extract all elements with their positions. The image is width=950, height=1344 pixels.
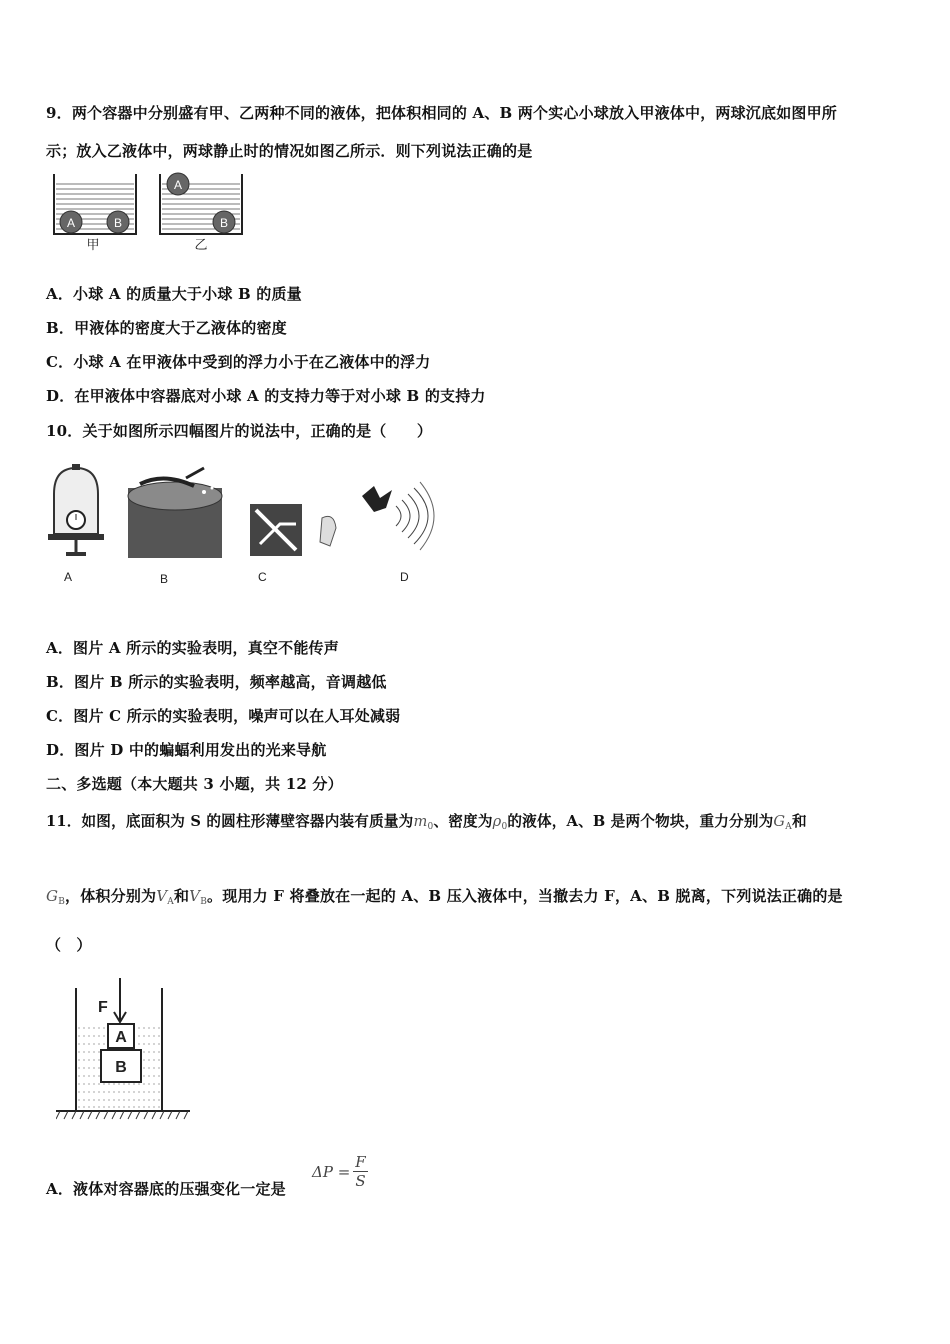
q9-stem-line2: 示；放入乙液体中，两球静止时的情况如图乙所示．则下列说法正确的是 bbox=[46, 142, 533, 160]
formula-lhs: ΔP = bbox=[312, 1162, 351, 1181]
q10-figure bbox=[44, 462, 448, 590]
q9-option-c: C．小球 A 在甲液体中受到的浮力小于在乙液体中的浮力 bbox=[46, 353, 431, 371]
va-symbol bbox=[156, 887, 174, 905]
q9-stem-line1: 9．两个容器中分别盛有甲、乙两种不同的液体，把体积相同的 A、B 两个实心小球放入甲液体中，两球沉底如图甲所 bbox=[46, 104, 838, 122]
q11-text-4: 和 bbox=[791, 813, 807, 830]
q11-text-5: ，体积分别为 bbox=[65, 887, 157, 905]
q10-option-d: D．图片 D 中的蝙蝠利用发出的光来导航 bbox=[46, 741, 327, 759]
gb-symbol bbox=[46, 887, 65, 905]
q11-text-7: 。现用力 F 将叠放在一起的 A、B 压入液体中，当撤去力 F，A、B 脱离，下列说法正确的是 bbox=[207, 887, 843, 905]
m0-symbol bbox=[413, 813, 433, 830]
formula-denominator: S bbox=[355, 1172, 366, 1190]
ball-a-label: A bbox=[173, 178, 183, 192]
force-label: F bbox=[98, 999, 108, 1016]
photo-c-label: C bbox=[258, 570, 267, 584]
q11-text-2: 、密度为 bbox=[433, 813, 493, 830]
ga-letter: G bbox=[773, 813, 786, 830]
ball-b-label: B bbox=[219, 216, 229, 230]
va-subscript: A bbox=[167, 897, 174, 907]
photo-d-bat bbox=[362, 482, 434, 584]
q9-option-d: D．在甲液体中容器底对小球 A 的支持力等于对小球 B 的支持力 bbox=[46, 387, 486, 405]
q9-figure bbox=[48, 170, 248, 252]
label-jia: 甲 bbox=[86, 237, 100, 252]
q10-option-a: A．图片 A 所示的实验表明，真空不能传声 bbox=[46, 639, 339, 657]
photo-b-label: B bbox=[160, 572, 169, 586]
container-jia bbox=[54, 174, 136, 252]
q10-stem: 10．关于如图所示四幅图片的说法中，正确的是（ ） bbox=[46, 422, 433, 440]
q9-option-b: B．甲液体的密度大于乙液体的密度 bbox=[46, 319, 287, 337]
formula-fraction bbox=[353, 1153, 367, 1190]
q11-text-1: 11．如图，底面积为 S 的圆柱形薄壁容器内装有质量为 bbox=[46, 813, 414, 830]
block-b-label: B bbox=[115, 1059, 127, 1076]
m0-letter: m bbox=[413, 813, 428, 830]
photo-b-drum bbox=[128, 468, 222, 586]
q10-option-c: C．图片 C 所示的实验表明，噪声可以在人耳处减弱 bbox=[46, 707, 401, 725]
q11-text-3: 的液体，A、B 是两个物块，重力分别为 bbox=[507, 813, 774, 830]
ga-symbol bbox=[773, 813, 792, 830]
q11-stem-line1 bbox=[46, 810, 807, 832]
container-yi bbox=[160, 173, 242, 252]
m0-subscript: 0 bbox=[427, 822, 434, 832]
q11-text-6: 和 bbox=[173, 887, 190, 905]
pressure-formula bbox=[312, 1153, 368, 1190]
q11-option-a-text: A．液体对容器底的压强变化一定是 bbox=[46, 1180, 286, 1198]
q11-figure bbox=[56, 964, 196, 1124]
label-yi: 乙 bbox=[194, 237, 208, 252]
q11-option-a bbox=[46, 1178, 286, 1199]
rho0-symbol bbox=[493, 813, 508, 830]
photo-d-label: D bbox=[400, 570, 409, 584]
photo-a-label: A bbox=[64, 570, 73, 584]
rho0-letter: ρ bbox=[492, 813, 502, 830]
ball-a-label: A bbox=[66, 216, 76, 230]
photo-a-bell-jar bbox=[48, 464, 104, 584]
rho0-subscript: 0 bbox=[501, 822, 508, 832]
vb-symbol bbox=[189, 887, 207, 905]
ball-b-label: B bbox=[113, 216, 123, 230]
formula-numerator: F bbox=[355, 1153, 366, 1171]
ga-subscript: A bbox=[785, 822, 792, 832]
q11-stem-line2 bbox=[46, 885, 843, 907]
q10-option-b: B．图片 B 所示的实验表明，频率越高，音调越低 bbox=[46, 673, 387, 691]
va-letter: V bbox=[156, 887, 168, 905]
section-2-heading: 二、多选题（本大题共 3 小题，共 12 分） bbox=[46, 775, 343, 793]
gb-subscript: B bbox=[58, 897, 66, 907]
vb-letter: V bbox=[189, 887, 201, 905]
vb-subscript: B bbox=[200, 897, 208, 907]
photo-c-noise-sign bbox=[250, 504, 336, 584]
q9-option-a: A．小球 A 的质量大于小球 B 的质量 bbox=[46, 285, 302, 303]
gb-letter: G bbox=[46, 887, 59, 905]
block-a-label: A bbox=[115, 1029, 127, 1046]
q11-answer-paren: （ ） bbox=[46, 936, 92, 954]
force-arrow bbox=[98, 978, 126, 1022]
